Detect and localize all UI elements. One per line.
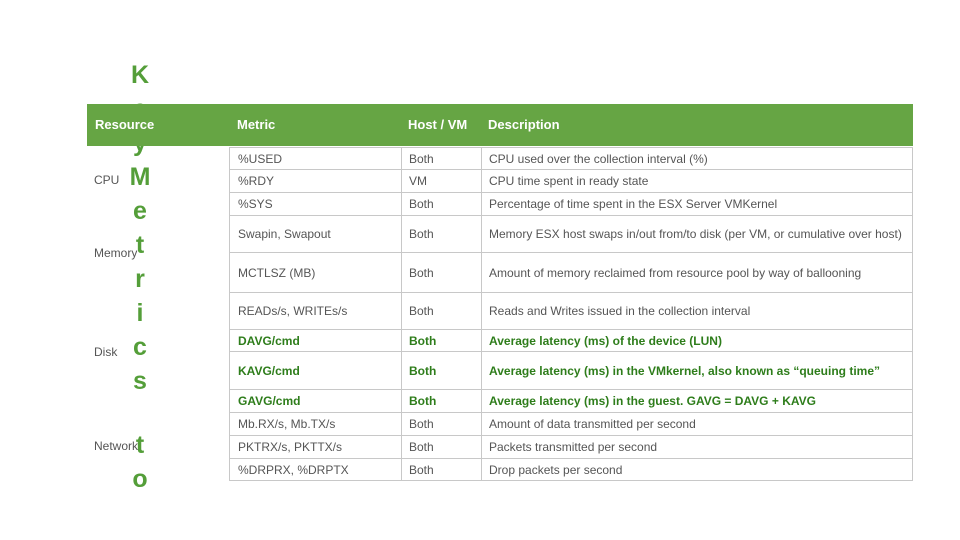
description-cell: Percentage of time spent in the ESX Server VMKernel <box>481 193 913 215</box>
table-header <box>87 104 913 146</box>
table-row <box>229 329 913 351</box>
header-metric: Metric <box>237 117 276 132</box>
metric-cell: Mb.RX/s, Mb.TX/s <box>229 413 401 435</box>
metric-cell: MCTLSZ (MB) <box>229 253 401 292</box>
host-cell: Both <box>401 293 481 329</box>
header-description: Description <box>488 117 560 132</box>
title-letter: o <box>132 465 148 493</box>
host-cell: Both <box>401 459 481 480</box>
title-letter: t <box>135 231 145 259</box>
table-row <box>229 252 913 292</box>
host-cell: Both <box>401 216 481 252</box>
title-letter: r <box>135 265 145 293</box>
table-row <box>229 292 913 329</box>
description-cell: Average latency (ms) in the guest. GAVG = DAVG + KAVG <box>481 390 913 412</box>
title-letter: t <box>135 431 145 459</box>
title-letter: s <box>133 367 147 395</box>
metric-cell: GAVG/cmd <box>229 390 401 412</box>
host-cell: Both <box>401 253 481 292</box>
host-cell: VM <box>401 170 481 192</box>
host-cell: Both <box>401 413 481 435</box>
host-cell: Both <box>401 148 481 169</box>
title-letter: M <box>129 163 151 191</box>
description-cell: CPU time spent in ready state <box>481 170 913 192</box>
host-cell: Both <box>401 193 481 215</box>
title-gap <box>128 398 152 428</box>
host-cell: Both <box>401 436 481 458</box>
metric-cell: Swapin, Swapout <box>229 216 401 252</box>
host-cell: Both <box>401 390 481 412</box>
table-row <box>229 169 913 192</box>
resource-network: Network <box>94 439 139 453</box>
description-cell: Reads and Writes issued in the collection interval <box>481 293 913 329</box>
description-cell: CPU used over the collection interval (%) <box>481 148 913 169</box>
description-cell: Packets transmitted per second <box>481 436 913 458</box>
header-resource: Resource <box>95 117 155 132</box>
metric-cell: DAVG/cmd <box>229 330 401 351</box>
resource-cpu: CPU <box>94 173 120 187</box>
description-cell: Average latency (ms) in the VMkernel, also known as “queuing time” <box>481 352 913 389</box>
table-row <box>229 215 913 252</box>
description-cell: Drop packets per second <box>481 459 913 480</box>
table-row <box>229 435 913 458</box>
description-cell: Average latency (ms) of the device (LUN) <box>481 330 913 351</box>
metric-cell: READs/s, WRITEs/s <box>229 293 401 329</box>
table-row <box>229 351 913 389</box>
table-row <box>229 147 913 169</box>
description-cell: Amount of data transmitted per second <box>481 413 913 435</box>
title-letter: i <box>136 299 144 327</box>
description-cell: Memory ESX host swaps in/out from/to disk (per VM, or cumulative over host) <box>481 216 913 252</box>
host-cell: Both <box>401 352 481 389</box>
table-row <box>229 192 913 215</box>
title-letter: e <box>133 197 147 225</box>
metric-cell: %USED <box>229 148 401 169</box>
title-letter: K <box>130 61 150 89</box>
table-row <box>229 412 913 435</box>
metric-cell: %DRPRX, %DRPTX <box>229 459 401 480</box>
header-host-vm: Host / VM <box>408 117 468 132</box>
host-cell: Both <box>401 330 481 351</box>
metric-cell: PKTRX/s, PKTTX/s <box>229 436 401 458</box>
table-row <box>229 458 913 481</box>
table-row <box>229 389 913 412</box>
metric-cell: %RDY <box>229 170 401 192</box>
description-cell: Amount of memory reclaimed from resource pool by way of ballooning <box>481 253 913 292</box>
resource-disk: Disk <box>94 345 118 359</box>
title-letter: c <box>133 333 147 361</box>
metric-cell: KAVG/cmd <box>229 352 401 389</box>
metric-cell: %SYS <box>229 193 401 215</box>
resource-memory: Memory <box>94 246 138 260</box>
